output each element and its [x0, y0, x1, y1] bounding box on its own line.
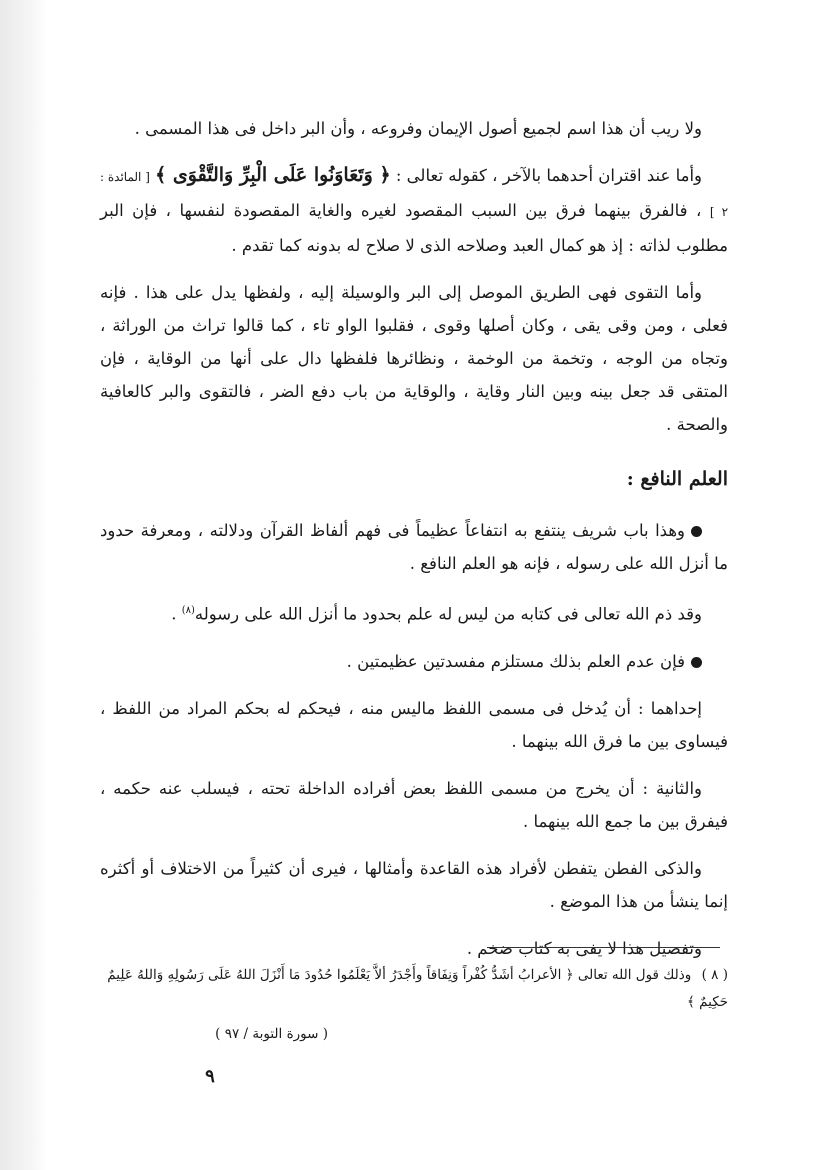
footnote-source: ( سورة التوبة / ٩٧ ) [215, 1026, 328, 1042]
section-paragraph-4: إحداهما : أن يُدخل فى مسمى اللفظ ماليس منه ، فيحكم له بحكم المراد من اللفظ ، فيساوى بين ما فرق الله بينهما . [100, 698, 728, 751]
section-paragraph-1: وهذا باب شريف ينتفع به انتفاعاً عظيماً فى فهم ألفاظ القرآن ودلالته ، ومعرفة حدود ما أنزل الله على رسوله ، فإنه هو العلم النافع . [100, 521, 728, 573]
paragraph-3: وأما التقوى فهى الطريق الموصل إلى البر والوسيلة إليه ، ولفظها يدل على هذا . فإنه فعلى ، ومن وقى يقى ، وكان أصلها وقوى ، فقلبوا الواو تاء ، كما قالوا تراث من الوراثة ، وتجاه من الوجه ، وتخمة من الوخمة ، ونظائرها فلفظها دال على أنها من الوقاية ، فإن المتقى قد جعل بينه وبين النار وقاية ، والوقاية من باب دفع الضر ، فالتقوى والبر كالعافية والصحة . [100, 283, 728, 434]
section-paragraph-6: والذكى الفطن يتفطن لأفراد هذه القاعدة وأمثالها ، فيرى أن كثيراً من الاختلاف أو أكثره إنما ينشأ من هذا الموضع . [100, 858, 728, 911]
paragraph-2 [100, 159, 728, 262]
verse-reference: [ المائدة : ٢ ] [100, 170, 729, 219]
footnote-number: ( ٨ ) [701, 967, 728, 983]
bullet-icon [691, 526, 702, 537]
section-heading: العلم النافع : [626, 468, 728, 490]
main-text [100, 112, 728, 979]
footnote-divider [487, 947, 720, 948]
paragraph-2-text: وأما عند اقتران أحدهما بالآخر ، كقوله تعالى : [395, 166, 702, 185]
section-paragraph-3: فإن عدم العلم بذلك مستلزم مفسدتين عظيمتين . [100, 645, 728, 678]
footnote-marker: (٨) [181, 605, 195, 616]
section-paragraph-5: والثانية : أن يخرج من مسمى اللفظ بعض أفراده الداخلة تحته ، فيسلب عنه حكمه ، فيفرق بين ما جمع الله بينهما . [100, 778, 728, 831]
bullet-icon [691, 657, 702, 668]
scan-shadow [0, 0, 48, 1170]
quran-verse: ﴿ وَتَعَاوَنُوا عَلَى الْبِرِّ وَالتَّقْوَى ﴾ [155, 164, 391, 186]
section-paragraph-7: وتفصيل هذا لا يفى به كتاب ضخم . [466, 938, 702, 958]
footnote [100, 962, 728, 1016]
footnote-text: وذلك قول الله تعالى ﴿ الأعرابُ أشَدُّ كُفْراً وَنِفَاقاً وأَجْدَرُ ألاَّ يَعْلَمُوا حُدُودَ مَا أَنْزَلَ اللهُ عَلَى رَسُولِهِ وَاللهُ عَلِيمٌ حَكِيمٌ ﴾ [107, 967, 728, 1010]
paragraph-2-rest: ، فالفرق بينهما فرق بين السبب المقصود لغيره والغاية المقصودة لنفسها ، فإن البر مطلوب لذاته : إذ هو كمال العبد وصلاحه الذى لا صلاح له بدونه كما تقدم . [100, 201, 728, 255]
paragraph-1: ولا ريب أن هذا اسم لجميع أصول الإيمان وفروعه ، وأن البر داخل فى هذا المسمى . [134, 119, 702, 138]
section-paragraph-2: وقد ذم الله تعالى فى كتابه من ليس له علم بحدود ما أنزل الله على رسوله$^{(٨)}$ . [171, 604, 702, 624]
page-number: ٩ [205, 1066, 215, 1087]
